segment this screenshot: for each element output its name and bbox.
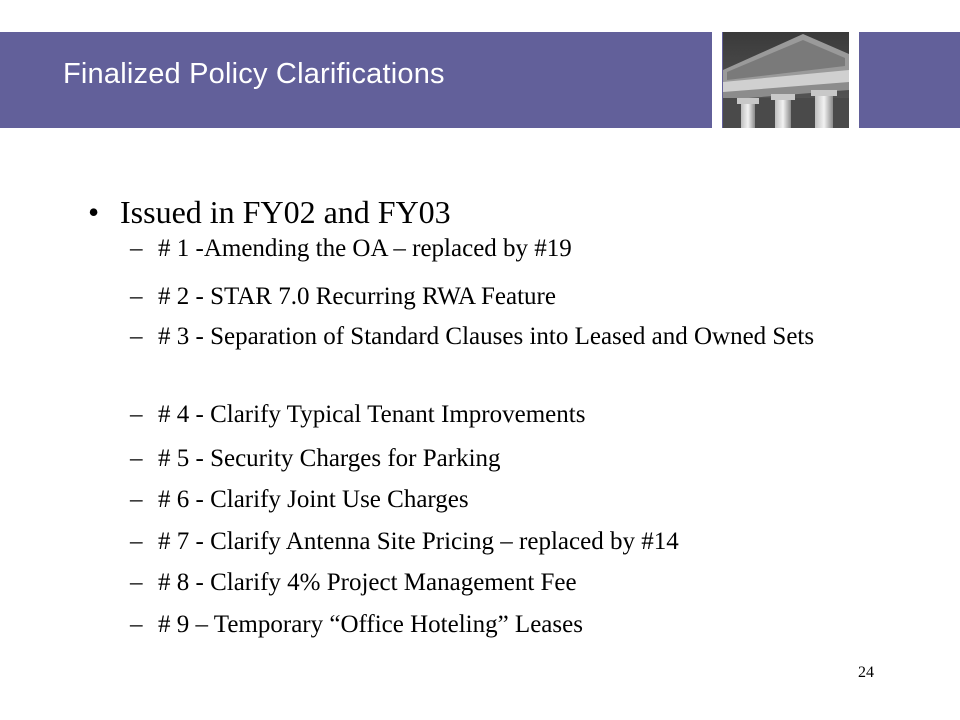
- list-item-text: # 5 - Security Charges for Parking: [158, 445, 501, 472]
- list-item-text: # 4 - Clarify Typical Tenant Improvements: [158, 401, 586, 428]
- list-item: – # 6 - Clarify Joint Use Charges: [130, 487, 850, 513]
- slide-title: Finalized Policy Clarifications: [63, 58, 445, 90]
- list-item-text: # 3 - Separation of Standard Clauses into Leased and Owned Sets: [158, 323, 815, 350]
- list-item: – # 8 - Clarify 4% Project Management Fee: [130, 570, 850, 596]
- main-bullet: [88, 192, 451, 232]
- list-item-text: # 8 - Clarify 4% Project Management Fee: [158, 569, 577, 596]
- list-item: – # 4 - Clarify Typical Tenant Improvements: [130, 402, 850, 428]
- list-item-text: # 1 -Amending the OA – replaced by #19: [158, 235, 572, 262]
- list-item: – # 1 -Amending the OA – replaced by #19: [130, 236, 850, 262]
- list-item-text: # 7 - Clarify Antenna Site Pricing – replaced by #14: [158, 528, 679, 555]
- list-item: – # 3 - Separation of Standard Clauses into Leased and Owned Sets: [130, 324, 850, 350]
- list-item-text: # 6 - Clarify Joint Use Charges: [158, 486, 469, 513]
- main-bullet-text: Issued in FY02 and FY03: [120, 194, 451, 230]
- list-item: – # 5 - Security Charges for Parking: [130, 446, 850, 472]
- list-item: – # 2 - STAR 7.0 Recurring RWA Feature: [130, 284, 850, 310]
- list-item-text: # 2 - STAR 7.0 Recurring RWA Feature: [158, 283, 556, 310]
- list-item: – # 7 - Clarify Antenna Site Pricing – replaced by #14: [130, 529, 850, 555]
- list-item-text: # 9 – Temporary “Office Hoteling” Leases: [158, 611, 583, 638]
- list-item: – # 9 – Temporary “Office Hoteling” Leases: [130, 612, 850, 638]
- bullet-icon: •: [88, 194, 100, 230]
- page-number: 24: [858, 664, 874, 681]
